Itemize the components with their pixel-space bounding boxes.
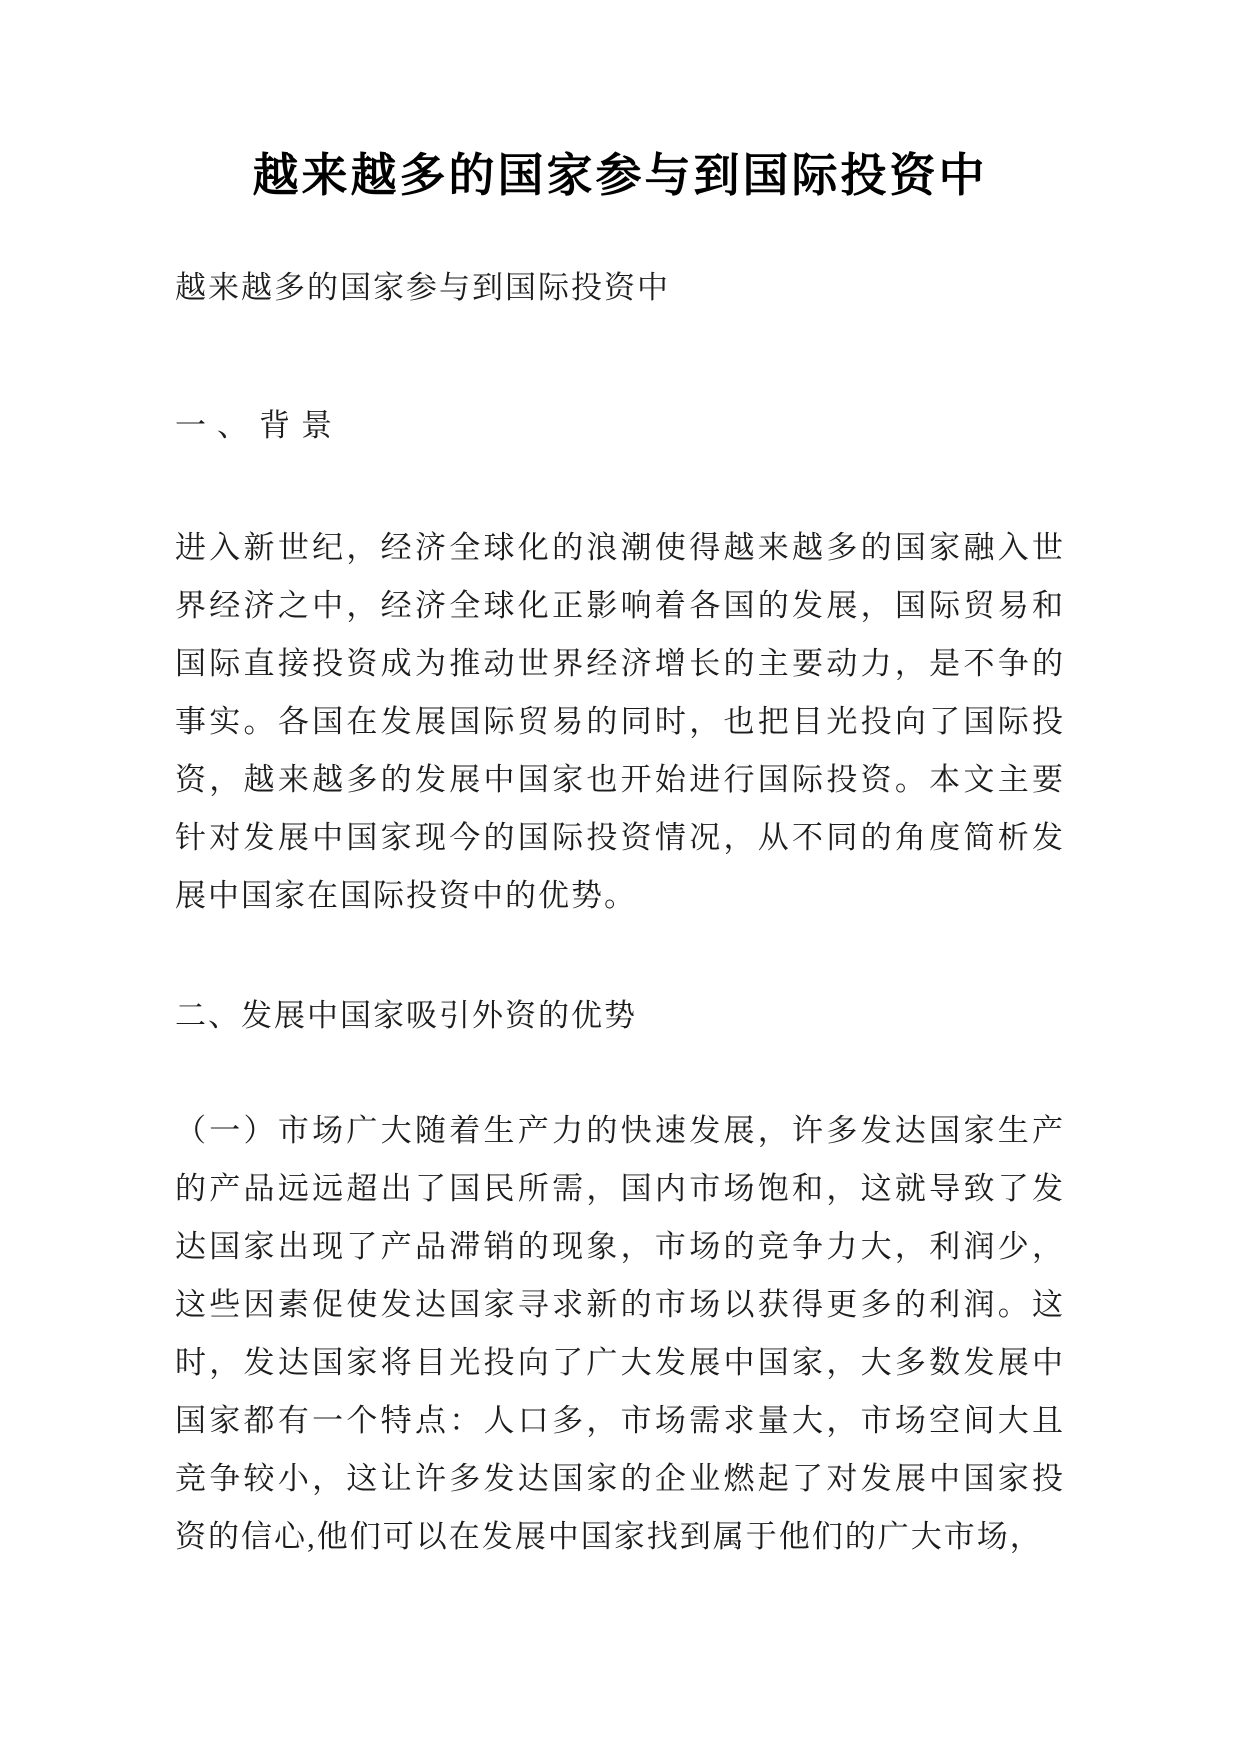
paragraph-background	[175, 519, 1065, 925]
body-line: 的产品远远超出了国民所需，国内市场饱和，这就导致了发	[175, 1171, 1065, 1206]
paragraph-advantages	[175, 1102, 1065, 1566]
body-line: 资，越来越多的发展中国家也开始进行国际投资。本文主要	[175, 762, 1065, 797]
section-heading-advantages: 二、发展中国家吸引外资的优势	[175, 998, 637, 1033]
body-line: 事实。各国在发展国际贸易的同时，也把目光投向了国际投	[175, 704, 1065, 739]
document-content	[175, 0, 1065, 1566]
body-line: 进入新世纪，经济全球化的浪潮使得越来越多的国家融入世	[175, 530, 1065, 565]
body-line: 时，发达国家将目光投向了广大发展中国家，大多数发展中	[175, 1345, 1065, 1380]
body-line: 国际直接投资成为推动世界经济增长的主要动力，是不争的	[175, 646, 1065, 681]
body-line: 达国家出现了产品滞销的现象，市场的竞争力大，利润少，	[175, 1229, 1065, 1264]
body-line: 界经济之中，经济全球化正影响着各国的发展，国际贸易和	[175, 588, 1065, 623]
body-line: 展中国家在国际投资中的优势。	[175, 878, 637, 913]
body-line: 针对发展中国家现今的国际投资情况，从不同的角度简析发	[175, 820, 1065, 855]
body-line: 这些因素促使发达国家寻求新的市场以获得更多的利润。这	[175, 1287, 1065, 1322]
document-title: 越来越多的国家参与到国际投资中	[252, 150, 988, 201]
body-line: 资的信心,他们可以在发展中国家找到属于他们的广大市场，	[175, 1519, 1043, 1554]
body-line: 国家都有一个特点：人口多，市场需求量大，市场空间大且	[175, 1403, 1065, 1438]
section-heading-background: 一、背景	[175, 408, 343, 443]
body-line: 竞争较小，这让许多发达国家的企业燃起了对发展中国家投	[175, 1461, 1065, 1496]
document-subtitle: 越来越多的国家参与到国际投资中	[175, 270, 670, 305]
body-line: （一）市场广大随着生产力的快速发展，许多发达国家生产	[175, 1113, 1065, 1148]
